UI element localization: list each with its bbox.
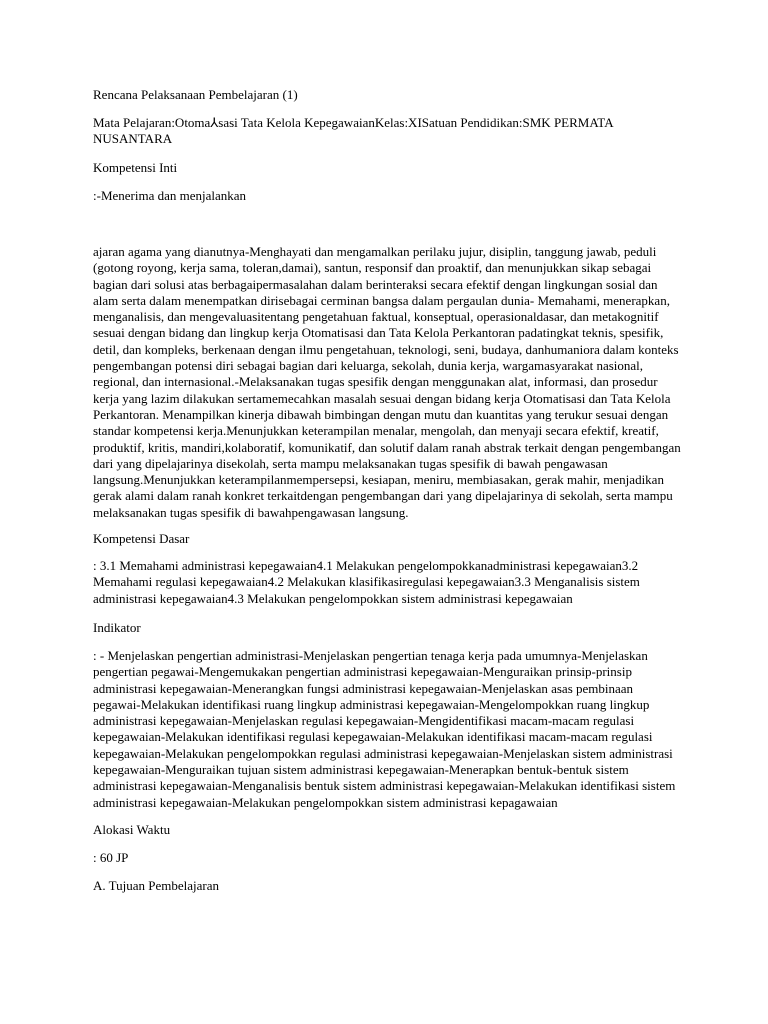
- kompetensi-inti-heading: Kompetensi Inti: [93, 160, 178, 175]
- subject-info-line: Mata Pelajaran:Otoma⅄sasi Tata Kelola KepegawaianKelas:XISatuan Pendidikan:SMK PERMATA NUSANTARA: [93, 115, 613, 147]
- kompetensi-dasar-heading: Kompetensi Dasar: [93, 531, 190, 546]
- indikator-body: : - Menjelaskan pengertian administrasi-Menjelaskan pengertian tenaga kerja pada umumnya-Menjelaskan pengertian pegawai-Mengemukakan pengertian administrasi kepegawaian-Menguraikan prinsip-prinsip administrasi kepegawaian-Menerangkan fungsi administrasi kepegawaian-Menjelaskan asas pembinaan pegawai-Melakukan identifikasi ruang lingkup administrasi kepegawaian-Mengelompokkan ruang lingkup administrasi kepegawaian-Menjelaskan regulasi kepegawaian-Mengidentifikasi macam-macam regulasi kepegawaian-Melakukan identifikasi regulasi kepegawaian-Melakukan identifikasi macam-macam regulasi kepegawaian-Melakukan pengelompokkan regulasi administrasi kepegawaian-Menjelaskan sistem administrasi kepegawaian-Menguraikan tujuan sistem administrasi kepegawaian-Menerapkan bentuk-bentuk sistem administrasi kepegawaian-Menganalisis bentuk sistem administrasi kepegawaian-Melakukan identifikasi sistem administrasi kepegawaian-Melakukan pengelompokkan sistem administrasi kepagawaian: [93, 648, 676, 810]
- kompetensi-inti-body: ajaran agama yang dianutnya-Menghayati dan mengamalkan perilaku jujur, disiplin, tanggung jawab, peduli (gotong royong, kerja sama, toleran,damai), santun, responsif dan proaktif, dan menunjukkan sikap sebagai bagian dari solusi atas berbagaipermasalahan dalam berinteraksi secara efektif dengan lingkungan sosial dan alam serta dalam menempatkan dirisebagai cerminan bangsa dalam pergaulan dunia- Memahami, menerapkan, menganalisis, dan mengevaluasitentang pengetahuan faktual, konseptual, operasionaldasar, dan metakognitif sesuai dengan bidang dan lingkup kerja Otomatisasi dan Tata Kelola Perkantoran padatingkat teknis, spesifik, detil, dan kompleks, berkenaan dengan ilmu pengetahuan, teknologi, seni, budaya, danhumaniora dalam konteks pengembangan potensi diri sebagai bagian dari keluarga, sekolah, dunia kerja, wargamasyarakat nasional, regional, dan internasional.-Melaksanakan tugas spesifik dengan menggunakan alat, informasi, dan prosedur kerja yang lazim dilakukan sertamemecahkan masalah sesuai dengan bidang kerja Otomatisasi dan Tata Kelola Perkantoran. Menampilkan kinerja dibawah bimbingan dengan mutu dan kuantitas yang terukur sesuai dengan standar kompetensi kerja.Menunjukkan keterampilan menalar, mengolah, dan menyaji secara efektif, kreatif, produktif, kritis, mandiri,kolaboratif, komunikatif, dan solutif dalam ranah abstrak terkait dengan pengembangan dari yang dipelajarinya disekolah, serta mampu melaksanakan tugas spesifik di bawah pengawasan langsung.Menunjukkan keterampilanmempersepsi, kesiapan, meniru, membiasakan, gerak mahir, menjadikan gerak alami dalam ranah konkret terkaitdengan pengembangan dari yang dipelajarinya di sekolah, serta mampu melaksanakan tugas spesifik di bawahpengawasan langsung.: [93, 244, 681, 520]
- tujuan-pembelajaran-heading: A. Tujuan Pembelajaran: [93, 878, 220, 893]
- document-title: Rencana Pelaksanaan Pembelajaran (1): [93, 87, 298, 102]
- alokasi-waktu-heading: Alokasi Waktu: [93, 822, 171, 837]
- kompetensi-dasar-body: : 3.1 Memahami administrasi kepegawaian4.1 Melakukan pengelompokkanadministrasi kepegawaian3.2 Memahami regulasi kepegawaian4.2 Melakukan klasifikasiregulasi kepegawaian3.3 Menganalisis sistem administrasi kepegawaian4.3 Melakukan pengelompokkan sistem administrasi kepegawaian: [93, 558, 640, 606]
- kompetensi-inti-lead: :-Menerima dan menjalankan: [93, 188, 247, 203]
- alokasi-waktu-body: : 60 JP: [93, 850, 129, 865]
- indikator-heading: Indikator: [93, 620, 141, 635]
